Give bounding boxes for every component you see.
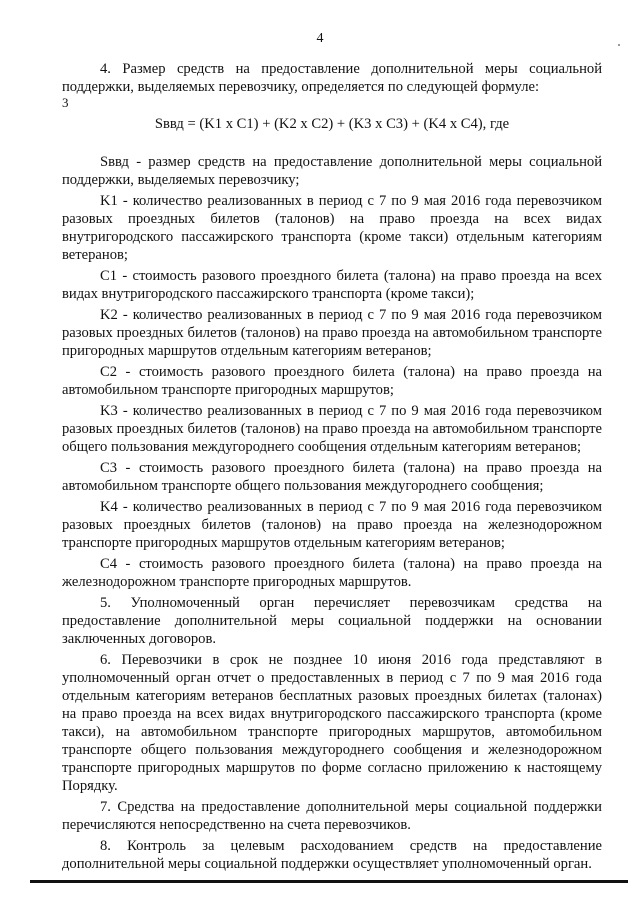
definition-c4: C4 - стоимость разового проездного билета (талона) на право проезда на железнодорожном транспорте пригородных маршрутов. <box>62 556 602 590</box>
document-body <box>62 60 602 873</box>
definition-c3: C3 - стоимость разового проездного билета (талона) на право проезда на автомобильном транспорте общего пользования междугороднего сообщения; <box>62 460 602 494</box>
definition-k1: K1 - количество реализованных в период с 7 по 9 мая 2016 года перевозчиком разовых проездных билетов (талонов) на право проезда на всех видах внутригородского пассажирского транспорта (кроме такси) отдельным категориям ветеранов; <box>62 193 602 263</box>
bottom-rule <box>30 880 628 883</box>
definition-s: Sввд - размер средств на предоставление дополнительной меры социальной поддержки, выделяемых перевозчику; <box>62 154 602 188</box>
paragraph-8: 8. Контроль за целевым расходованием средств на предоставление дополнительной меры социальной поддержки осуществляет уполномоченный орган. <box>62 838 602 872</box>
definition-k3: K3 - количество реализованных в период с 7 по 9 мая 2016 года перевозчиком разовых проездных билетов (талонов) на право проезда на автомобильном транспорте общего пользования междугороднего сообщения отдельным категориям ветеранов; <box>62 403 602 455</box>
definition-c1: C1 - стоимость разового проездного билета (талона) на право проезда на всех видах внутригородского пассажирского транспорта (кроме такси); <box>62 268 602 302</box>
definition-k2: K2 - количество реализованных в период с 7 по 9 мая 2016 года перевозчиком разовых проездных билетов (талонов) на право проезда на автомобильном транспорте пригородных маршрутов отдельным категориям ветеранов; <box>62 307 602 359</box>
paragraph-7: 7. Средства на предоставление дополнительной меры социальной поддержки перечисляются непосредственно на счета перевозчиков. <box>62 799 602 833</box>
formula: Sввд = (K1 x C1) + (K2 x C2) + (K3 x C3) + (K4 x C4), где <box>154 116 510 132</box>
scan-speck <box>618 44 620 46</box>
paragraph-4-intro: 4. Размер средств на предоставление дополнительной меры социальной поддержки, выделяемых перевозчику, определяется по следующей формуле: <box>62 61 602 95</box>
paragraph-5: 5. Уполномоченный орган перечисляет перевозчикам средства на предоставление дополнительной меры социальной поддержки на основании заключенных договоров. <box>62 595 602 647</box>
definition-k4: K4 - количество реализованных в период с 7 по 9 мая 2016 года перевозчиком разовых проездных билетов (талонов) на право проезда на железнодорожном транспорте пригородных маршрутов отдельным категориям ветеранов; <box>62 499 602 551</box>
footnote-marker: 3 <box>62 95 69 110</box>
page-number: 4 <box>316 31 324 46</box>
paragraph-6: 6. Перевозчики в срок не позднее 10 июня 2016 года представляют в уполномоченный орган отчет о предоставленных в период с 7 по 9 мая 2016 года отдельным категориям ветеранов бесплатных разовых проездных билетах (талонах) на право проезда на всех видах внутригородского пассажирского транспорта (кроме такси), на автомобильном транспорте пригородных маршрутов, автомобильном транспорте общего пользования междугороднего сообщения и железнодорожном транспорте пригородных маршрутов по форме согласно приложению к настоящему Порядку. <box>62 652 602 794</box>
definition-c2: C2 - стоимость разового проездного билета (талона) на право проезда на автомобильном транспорте пригородных маршрутов; <box>62 364 602 398</box>
